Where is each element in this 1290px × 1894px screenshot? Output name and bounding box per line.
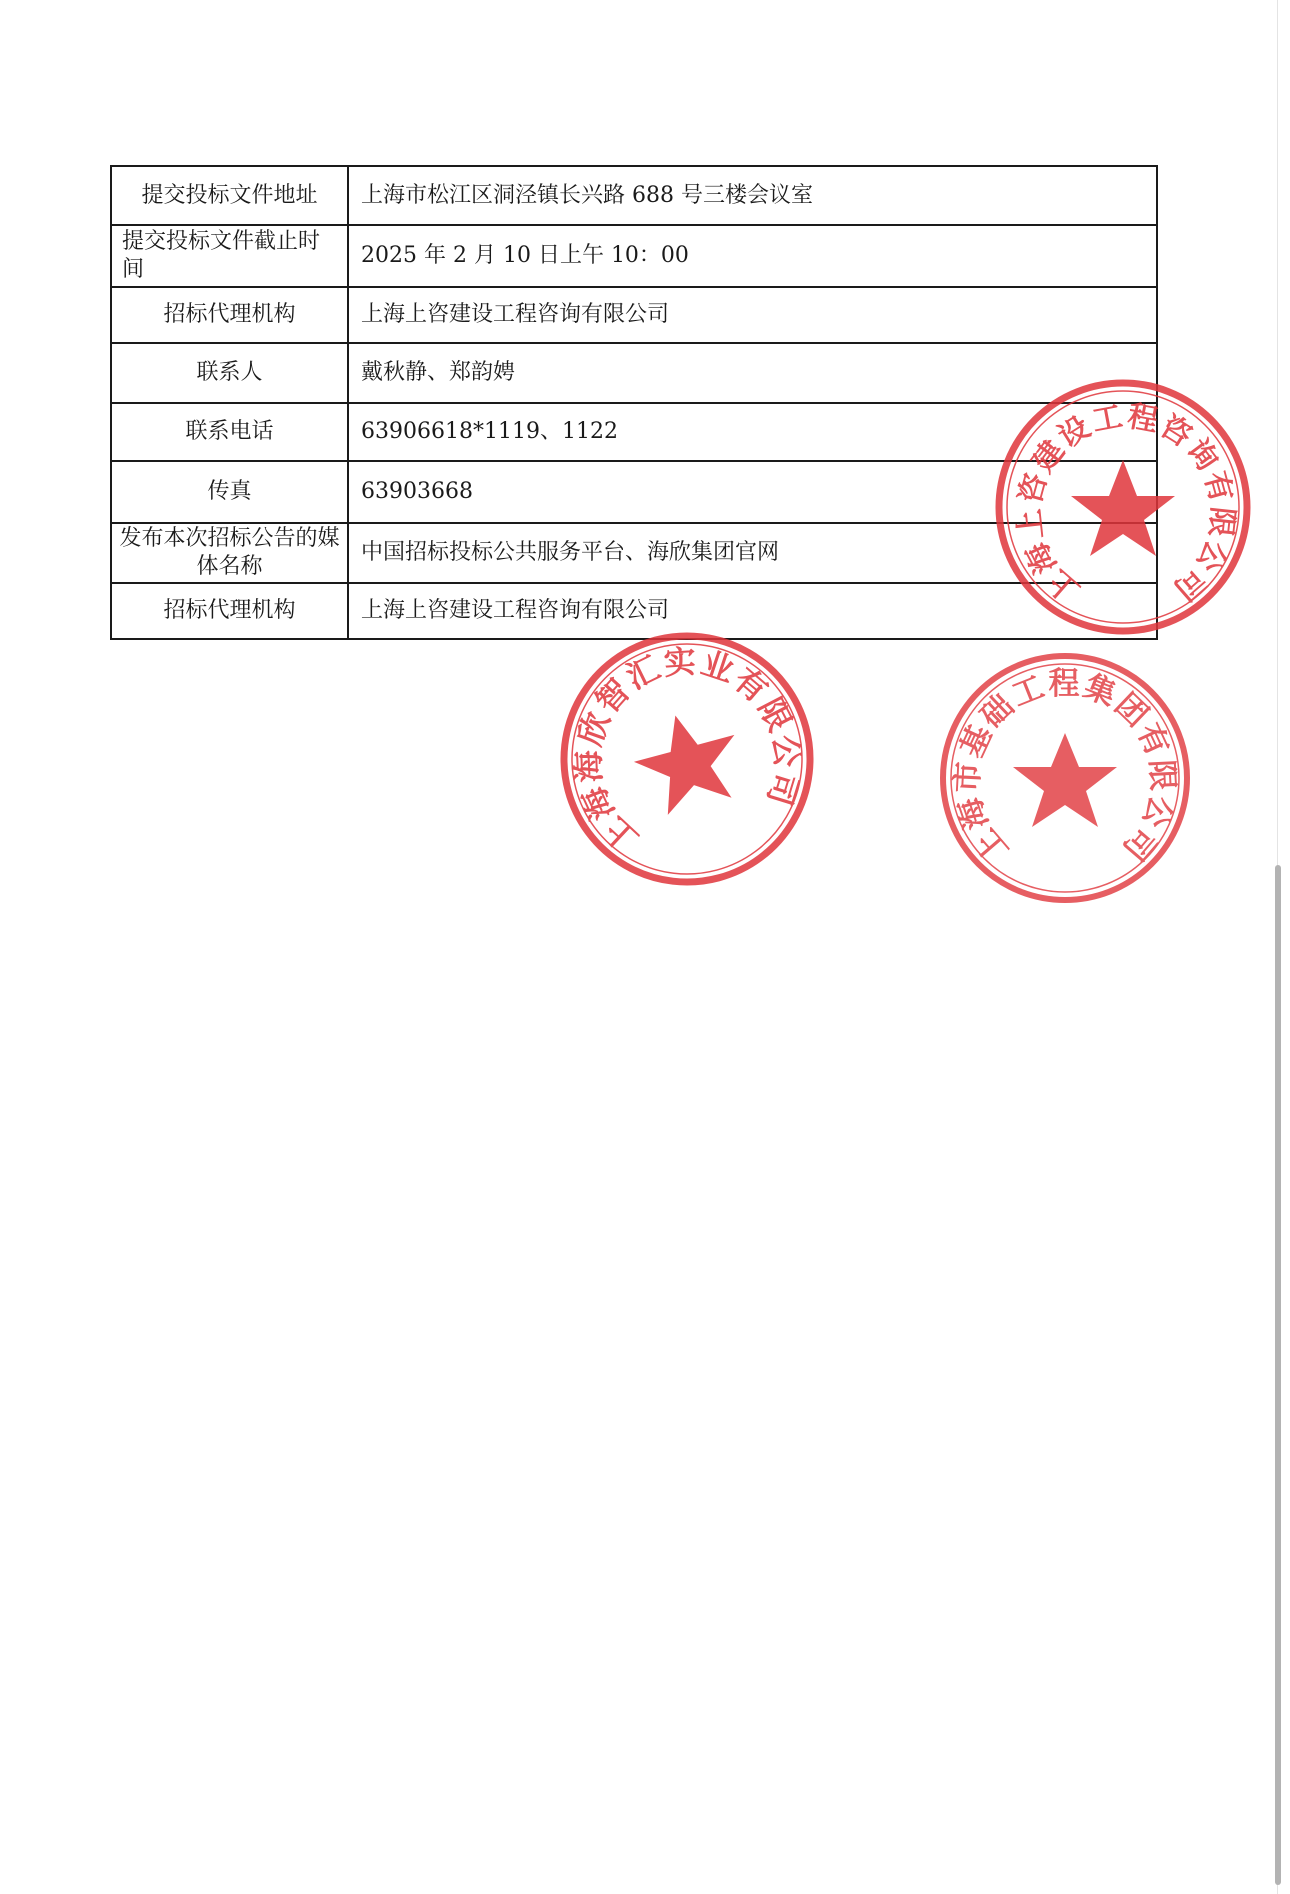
row-label-agency-2: 招标代理机构 — [111, 583, 348, 639]
row-label-contact: 联系人 — [111, 343, 348, 403]
row-value-contact: 戴秋静、郑韵娉 — [348, 343, 1157, 403]
row-label-submit-address: 提交投标文件地址 — [111, 166, 348, 225]
row-value-agency: 上海上咨建设工程咨询有限公司 — [348, 287, 1157, 343]
seal-foundation-text: 上海市基础工程集团有限公司 — [949, 666, 1181, 869]
table-row — [111, 166, 1157, 225]
row-value-deadline: 2025 年 2 月 10 日上午 10：00 — [348, 225, 1157, 287]
row-label-media: 发布本次招标公告的媒体名称 — [111, 523, 348, 583]
star-icon — [625, 702, 750, 820]
row-label-phone: 联系电话 — [111, 403, 348, 461]
seal-foundation-stamp — [928, 641, 1202, 915]
row-value-phone: 63906618*1119、1122 — [348, 403, 1157, 461]
seal-haixin-text: 上海海欣智汇实业有限公司 — [568, 642, 807, 859]
table-row — [111, 287, 1157, 343]
table-row — [111, 225, 1157, 287]
row-value-media: 中国招标投标公共服务平台、海欣集团官网 — [348, 523, 1157, 583]
vertical-scrollbar[interactable] — [1275, 865, 1281, 1885]
row-label-deadline: 提交投标文件截止时间 — [111, 225, 348, 287]
row-value-agency-2: 上海上咨建设工程咨询有限公司 — [348, 583, 1157, 639]
seal-agency-text: 上海上咨建设工程咨询有限公司 — [1011, 398, 1241, 609]
row-label-fax: 传真 — [111, 461, 348, 523]
row-value-fax: 63903668 — [348, 461, 1157, 523]
star-icon — [1013, 733, 1117, 827]
row-label-agency: 招标代理机构 — [111, 287, 348, 343]
seal-haixin-stamp — [550, 622, 824, 896]
star-icon — [1071, 460, 1175, 556]
row-value-submit-address: 上海市松江区洞泾镇长兴路 688 号三楼会议室 — [348, 166, 1157, 225]
seal-agency-stamp — [986, 370, 1260, 644]
